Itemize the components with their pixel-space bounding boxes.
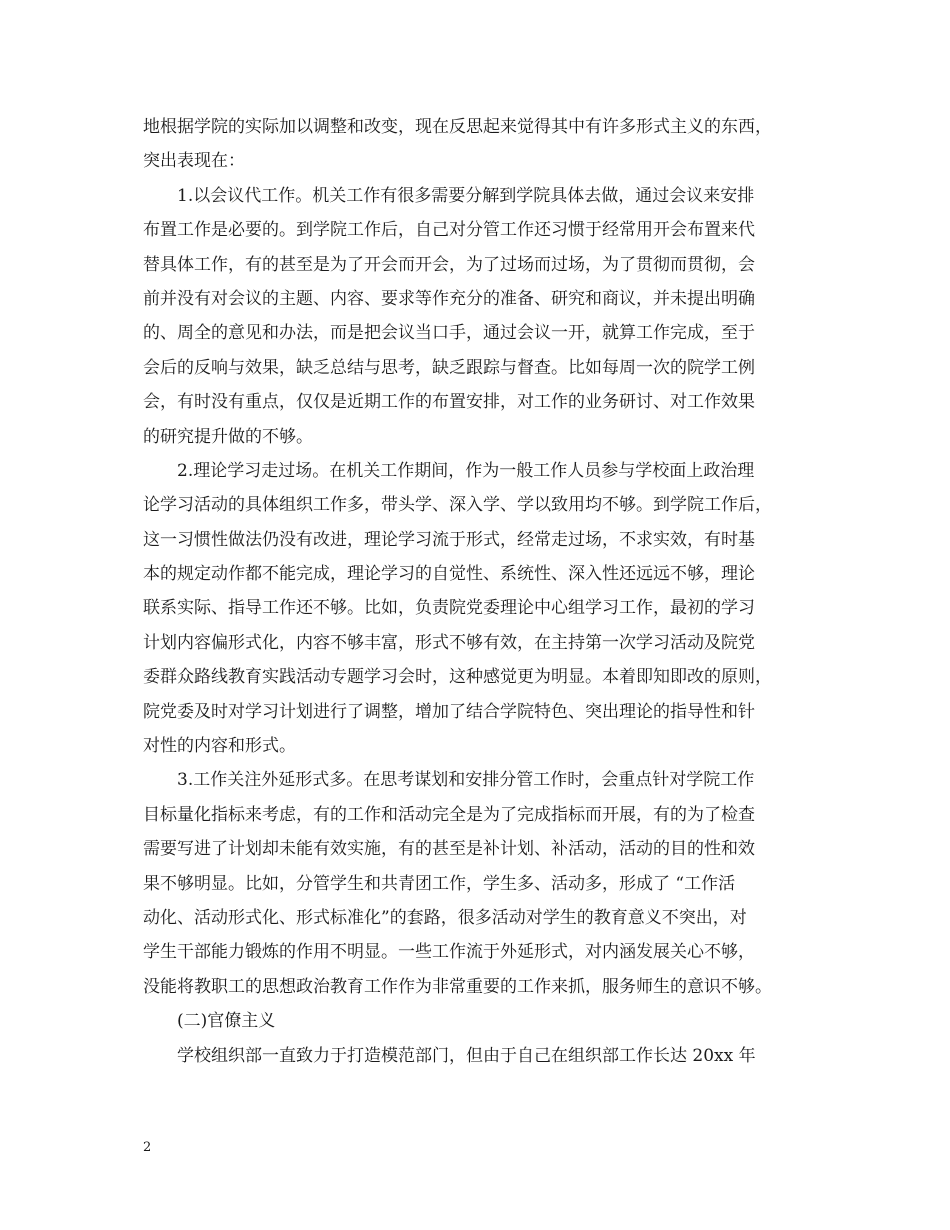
text-line: 学校组织部一直致力于打造模范部门，但由于自己在组织部工作长达 20xx 年 (177, 1045, 756, 1066)
text-line: 1.以会议代工作。机关工作有很多需要分解到学院具体去做，通过会议来安排 (177, 185, 755, 206)
text-line: 布置工作是必要的。到学院工作后，自己对分管工作还习惯于经常用开会布置来代 (143, 220, 755, 241)
text-line: 联系实际、指导工作还不够。比如，负责院党委理论中心组学习工作，最初的学习 (143, 598, 755, 619)
text-line: 突出表现在： (143, 151, 245, 172)
text-line: 这一习惯性做法仍没有改进，理论学习流于形式，经常走过场，不求实效，有时基 (143, 529, 755, 550)
section-heading: (二)官僚主义 (177, 1011, 276, 1032)
text-line: 替具体工作，有的甚至是为了开会而开会，为了过场而过场，为了贯彻而贯彻，会 (143, 254, 755, 275)
text-line: 学生干部能力锻炼的作用不明显。一些工作流于外延形式，对内涵发展关心不够， (143, 942, 755, 963)
text-line: 本的规定动作都不能完成，理论学习的自觉性、系统性、深入性还远远不够，理论 (143, 564, 755, 585)
text-line: 的研究提升做的不够。 (143, 426, 313, 447)
body-text (143, 110, 843, 1073)
text-line: 计划内容偏形式化，内容不够丰富，形式不够有效，在主持第一次学习活动及院党 (143, 632, 755, 653)
text-line: 论学习活动的具体组织工作多，带头学、深入学、学以致用均不够。到学院工作后， (143, 495, 772, 516)
text-line: 地根据学院的实际加以调整和改变，现在反思起来觉得其中有许多形式主义的东西， (143, 117, 772, 137)
text-line: 的、周全的意见和办法，而是把会议当口手，通过会议一开，就算工作完成，至于 (143, 323, 755, 344)
text-line: 会后的反响与效果，缺乏总结与思考，缺乏跟踪与督查。比如每周一次的院学工例 (143, 357, 755, 378)
text-line: 院党委及时对学习计划进行了调整，增加了结合学院特色、突出理论的指导性和针 (143, 701, 755, 722)
text-line: 没能将教职工的思想政治教育工作作为非常重要的工作来抓，服务师生的意识不够。 (143, 976, 772, 997)
text-line: 果不够明显。比如，分管学生和共青团工作，学生多、活动多，形成了 “工作活 (143, 873, 736, 894)
text-line: 目标量化指标来考虑，有的工作和活动完全是为了完成指标而开展，有的为了检查 (143, 804, 755, 825)
text-line: 3.工作关注外延形式多。在思考谋划和安排分管工作时，会重点针对学院工作 (177, 770, 755, 791)
text-line: 前并没有对会议的主题、内容、要求等作充分的准备、研究和商议，并未提出明确 (143, 288, 755, 309)
text-line: 动化、活动形式化、形式标准化”的套路，很多活动对学生的教育意义不突出，对 (143, 907, 747, 928)
page-number: 2 (143, 1140, 152, 1155)
text-line: 2.理论学习走过场。在机关工作期间，作为一般工作人员参与学校面上政治理 (177, 460, 755, 481)
text-line: 会，有时没有重点，仅仅是近期工作的布置安排，对工作的业务研讨、对工作效果 (143, 392, 755, 413)
text-line: 对性的内容和形式。 (143, 736, 296, 757)
text-line: 委群众路线教育实践活动专题学习会时，这种感觉更为明显。本着即知即改的原则， (143, 667, 772, 688)
text-line: 需要写进了计划却未能有效实施，有的甚至是补计划、补活动，活动的目的性和效 (143, 839, 755, 860)
